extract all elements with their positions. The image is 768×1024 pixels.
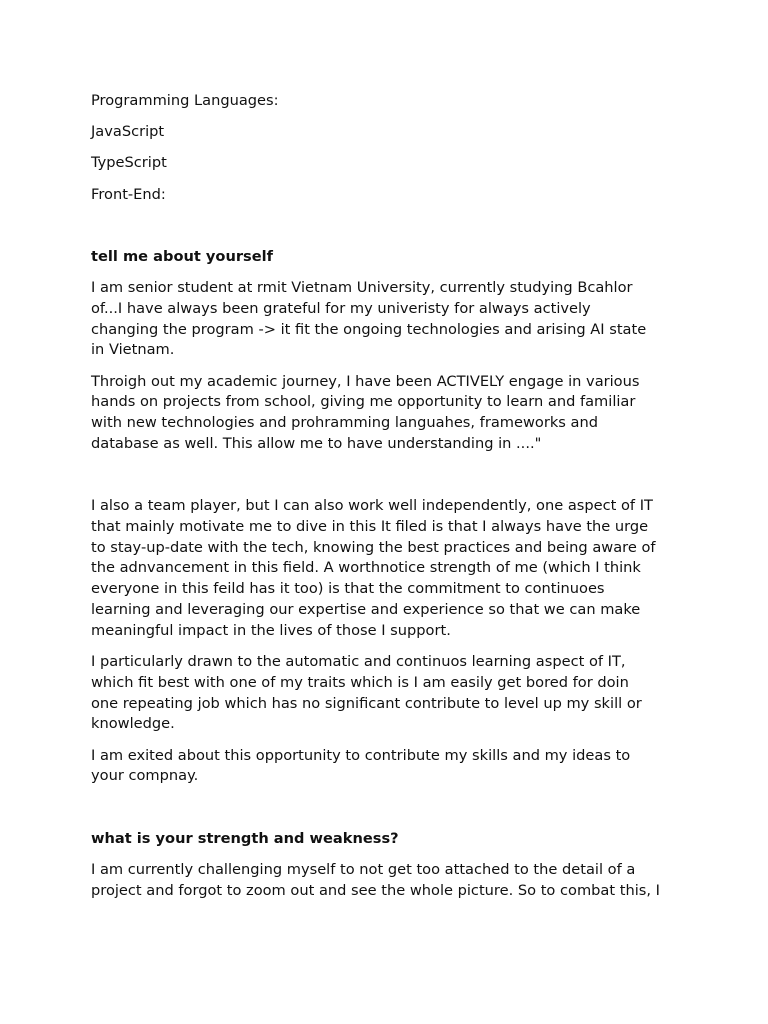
heading-tell-me-about-yourself: tell me about yourself	[91, 247, 273, 265]
document-page	[91, 91, 683, 912]
paragraph-intro	[91, 278, 683, 361]
paragraph-excited	[91, 746, 683, 788]
text-line: hands on projects from school, giving me opportunity to learn and familiar	[91, 393, 636, 411]
text-line: which fit best with one of my traits which is I am easily get bored for doin	[91, 673, 629, 691]
text-line: Throigh out my academic journey, I have been ACTIVELY engage in various	[91, 372, 640, 390]
text-line: your compnay.	[91, 767, 199, 785]
paragraph-continuous-learning	[91, 652, 683, 735]
paragraph-team-player	[91, 496, 683, 642]
text-line: I am senior student at rmit Vietnam University, currently studying Bcahlor	[91, 278, 633, 296]
text-line: changing the program -> it fit the ongoing technologies and arising AI state	[91, 320, 647, 338]
text-line: everyone in this feild has it too) is that the commitment to continuoes	[91, 580, 605, 598]
blank-line	[91, 465, 683, 496]
text-line: to stay-up-date with the tech, knowing the best practices and being aware of	[91, 538, 656, 556]
text-line: project and forgot to zoom out and see the whole picture. So to combat this, I	[91, 881, 660, 899]
text-line: learning and leveraging our expertise and experience so that we can make	[91, 601, 641, 619]
text-line: the adnvancement in this field. A worthnotice strength of me (which I think	[91, 559, 641, 577]
paragraph-weakness	[91, 860, 683, 902]
text-line: of...I have always been grateful for my univeristy for always actively	[91, 299, 591, 317]
paragraph-academic-journey	[91, 372, 683, 455]
blank-line	[91, 798, 683, 829]
label-front-end: Front-End:	[91, 185, 166, 203]
text-line: I am currently challenging myself to not get too attached to the detail of a	[91, 860, 636, 878]
text-line: knowledge.	[91, 715, 175, 733]
text-line: meaningful impact in the lives of those I support.	[91, 621, 451, 639]
label-programming-languages: Programming Languages:	[91, 92, 279, 109]
text-line: I particularly drawn to the automatic and continuos learning aspect of IT,	[91, 653, 626, 671]
text-line: in Vietnam.	[91, 341, 175, 359]
item-typescript: TypeScript	[91, 154, 167, 172]
text-line: I am exited about this opportunity to contribute my skills and my ideas to	[91, 746, 631, 764]
blank-line	[91, 216, 683, 247]
text-line: with new technologies and prohramming languahes, frameworks and	[91, 414, 598, 432]
heading-strength-weakness: what is your strength and weakness?	[91, 829, 399, 847]
text-line: I also a team player, but I can also work well independently, one aspect of IT	[91, 497, 653, 515]
item-javascript: JavaScript	[91, 123, 165, 141]
text-line: one repeating job which has no significant contribute to level up my skill or	[91, 694, 642, 712]
text-line: that mainly motivate me to dive in this It filed is that I always have the urge	[91, 517, 649, 535]
text-line: database as well. This allow me to have understanding in ...."	[91, 434, 542, 452]
